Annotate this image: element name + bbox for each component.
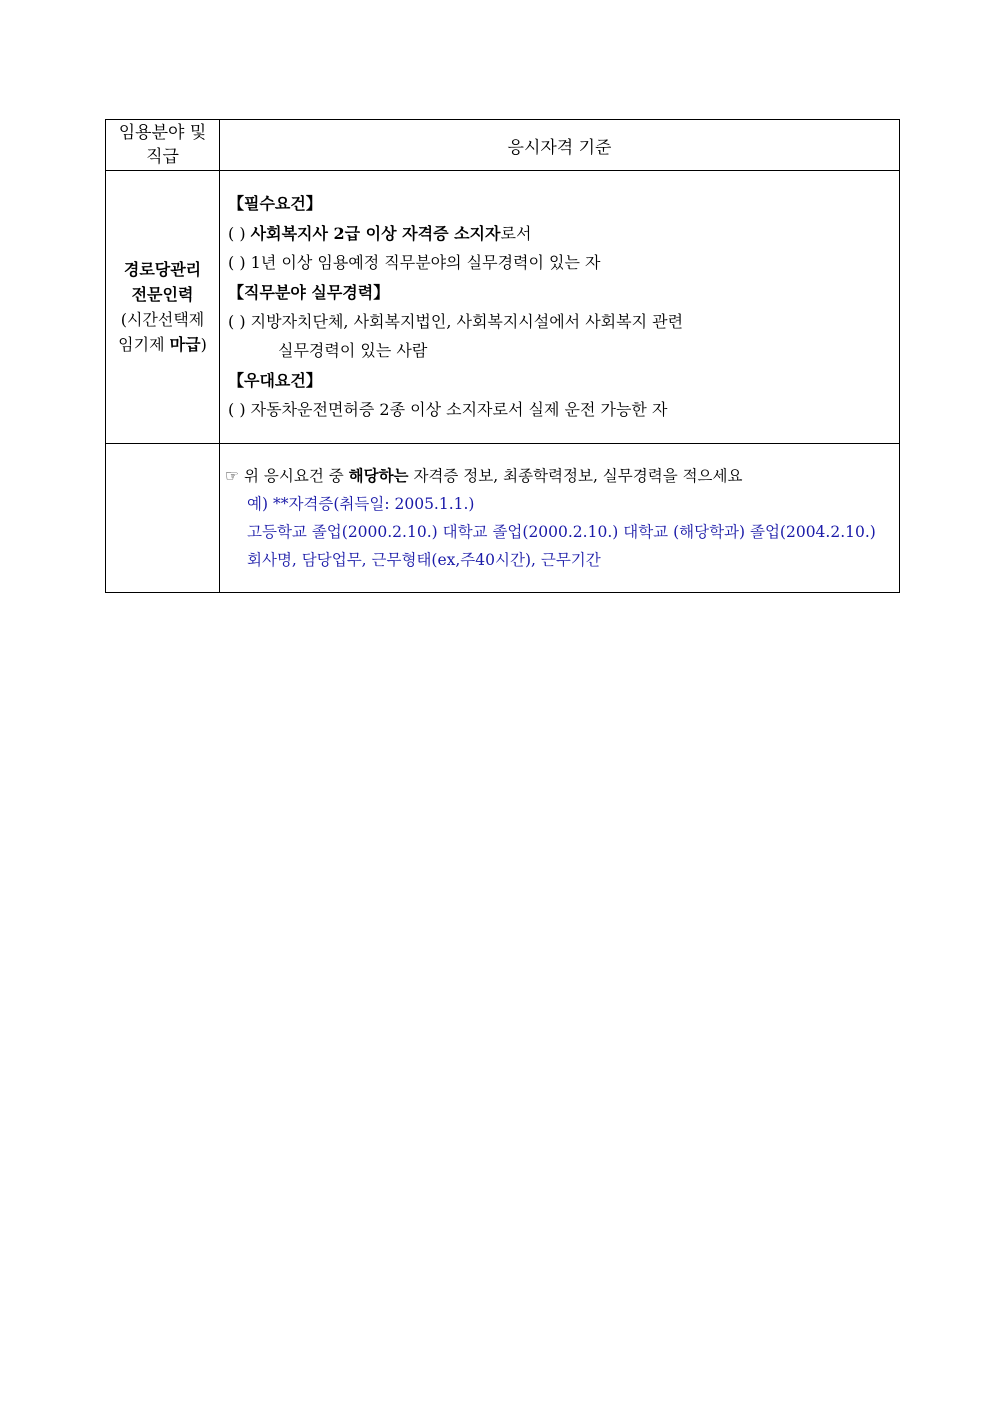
preferred-heading: 【우대요건】 [228,370,322,390]
required-item-1-suffix: 로서 [500,223,532,243]
position-type-suffix: ) [200,335,207,354]
note-prefix: 위 응시요건 중 [244,467,349,485]
required-item-2 [228,248,899,277]
position-row [106,171,900,444]
note-suffix: 자격증 정보, 최종학력정보, 실무경력을 적으세요 [408,467,743,485]
position-name-line2: 전문인력 [131,285,194,304]
checkbox-blank[interactable]: ( ) [228,312,246,331]
example-line-1: 예) **자격증(취득일: 2005.1.1.) [247,495,475,513]
position-header-line1: 임용분야 및 [118,123,207,143]
position-header-line2: 직급 [146,147,179,167]
position-name-line1: 경로당관리 [123,260,202,279]
required-item-1 [228,219,899,248]
checkbox-blank[interactable]: ( ) [228,253,246,273]
requirements-cell [220,171,900,444]
example-line-3: 회사명, 담당업무, 근무형태(ex,주40시간), 근무기간 [247,551,601,569]
position-cell [106,171,220,444]
preferred-item-1 [228,395,899,424]
position-type-prefix: 임기제 [118,335,170,354]
header-row [106,120,900,171]
position-type-line1: (시간선택제 [120,310,205,329]
required-item-1-bold: 사회복지사 2급 이상 자격증 소지자 [250,223,501,243]
position-grade: 마급 [169,335,201,354]
note-bold: 해당하는 [348,466,409,485]
position-column-header [106,120,220,171]
note-cell[interactable] [220,444,900,593]
preferred-item-1-text: 자동차운전면허증 2종 이상 소지자로서 실제 운전 가능한 자 [250,400,668,420]
criteria-column-header: 응시자격 기준 [220,120,900,171]
note-row [106,444,900,593]
example-line-2: 고등학교 졸업(2000.2.10.) 대학교 졸업(2000.2.10.) 대학교 (해당학과) 졸업(2004.2.10.) [247,523,876,541]
pointing-hand-icon: ☞ [225,467,239,485]
experience-item-1-cont: 실무경력이 있는 사람 [278,341,428,361]
required-heading: 【필수요건】 [228,194,322,214]
checkbox-blank[interactable]: ( ) [228,400,246,420]
experience-item-1 [228,307,899,336]
checkbox-blank[interactable]: ( ) [228,223,246,243]
position-type-line2 [106,332,219,357]
experience-item-1-text: 지방자치단체, 사회복지법인, 사회복지시설에서 사회복지 관련 [250,312,684,331]
qualification-table [105,119,900,593]
experience-heading: 【직무분야 실무경력】 [228,282,390,302]
note-instruction [220,462,899,490]
required-item-2-text: 1년 이상 임용예정 직무분야의 실무경력이 있는 자 [250,253,601,273]
empty-cell[interactable] [106,444,220,593]
